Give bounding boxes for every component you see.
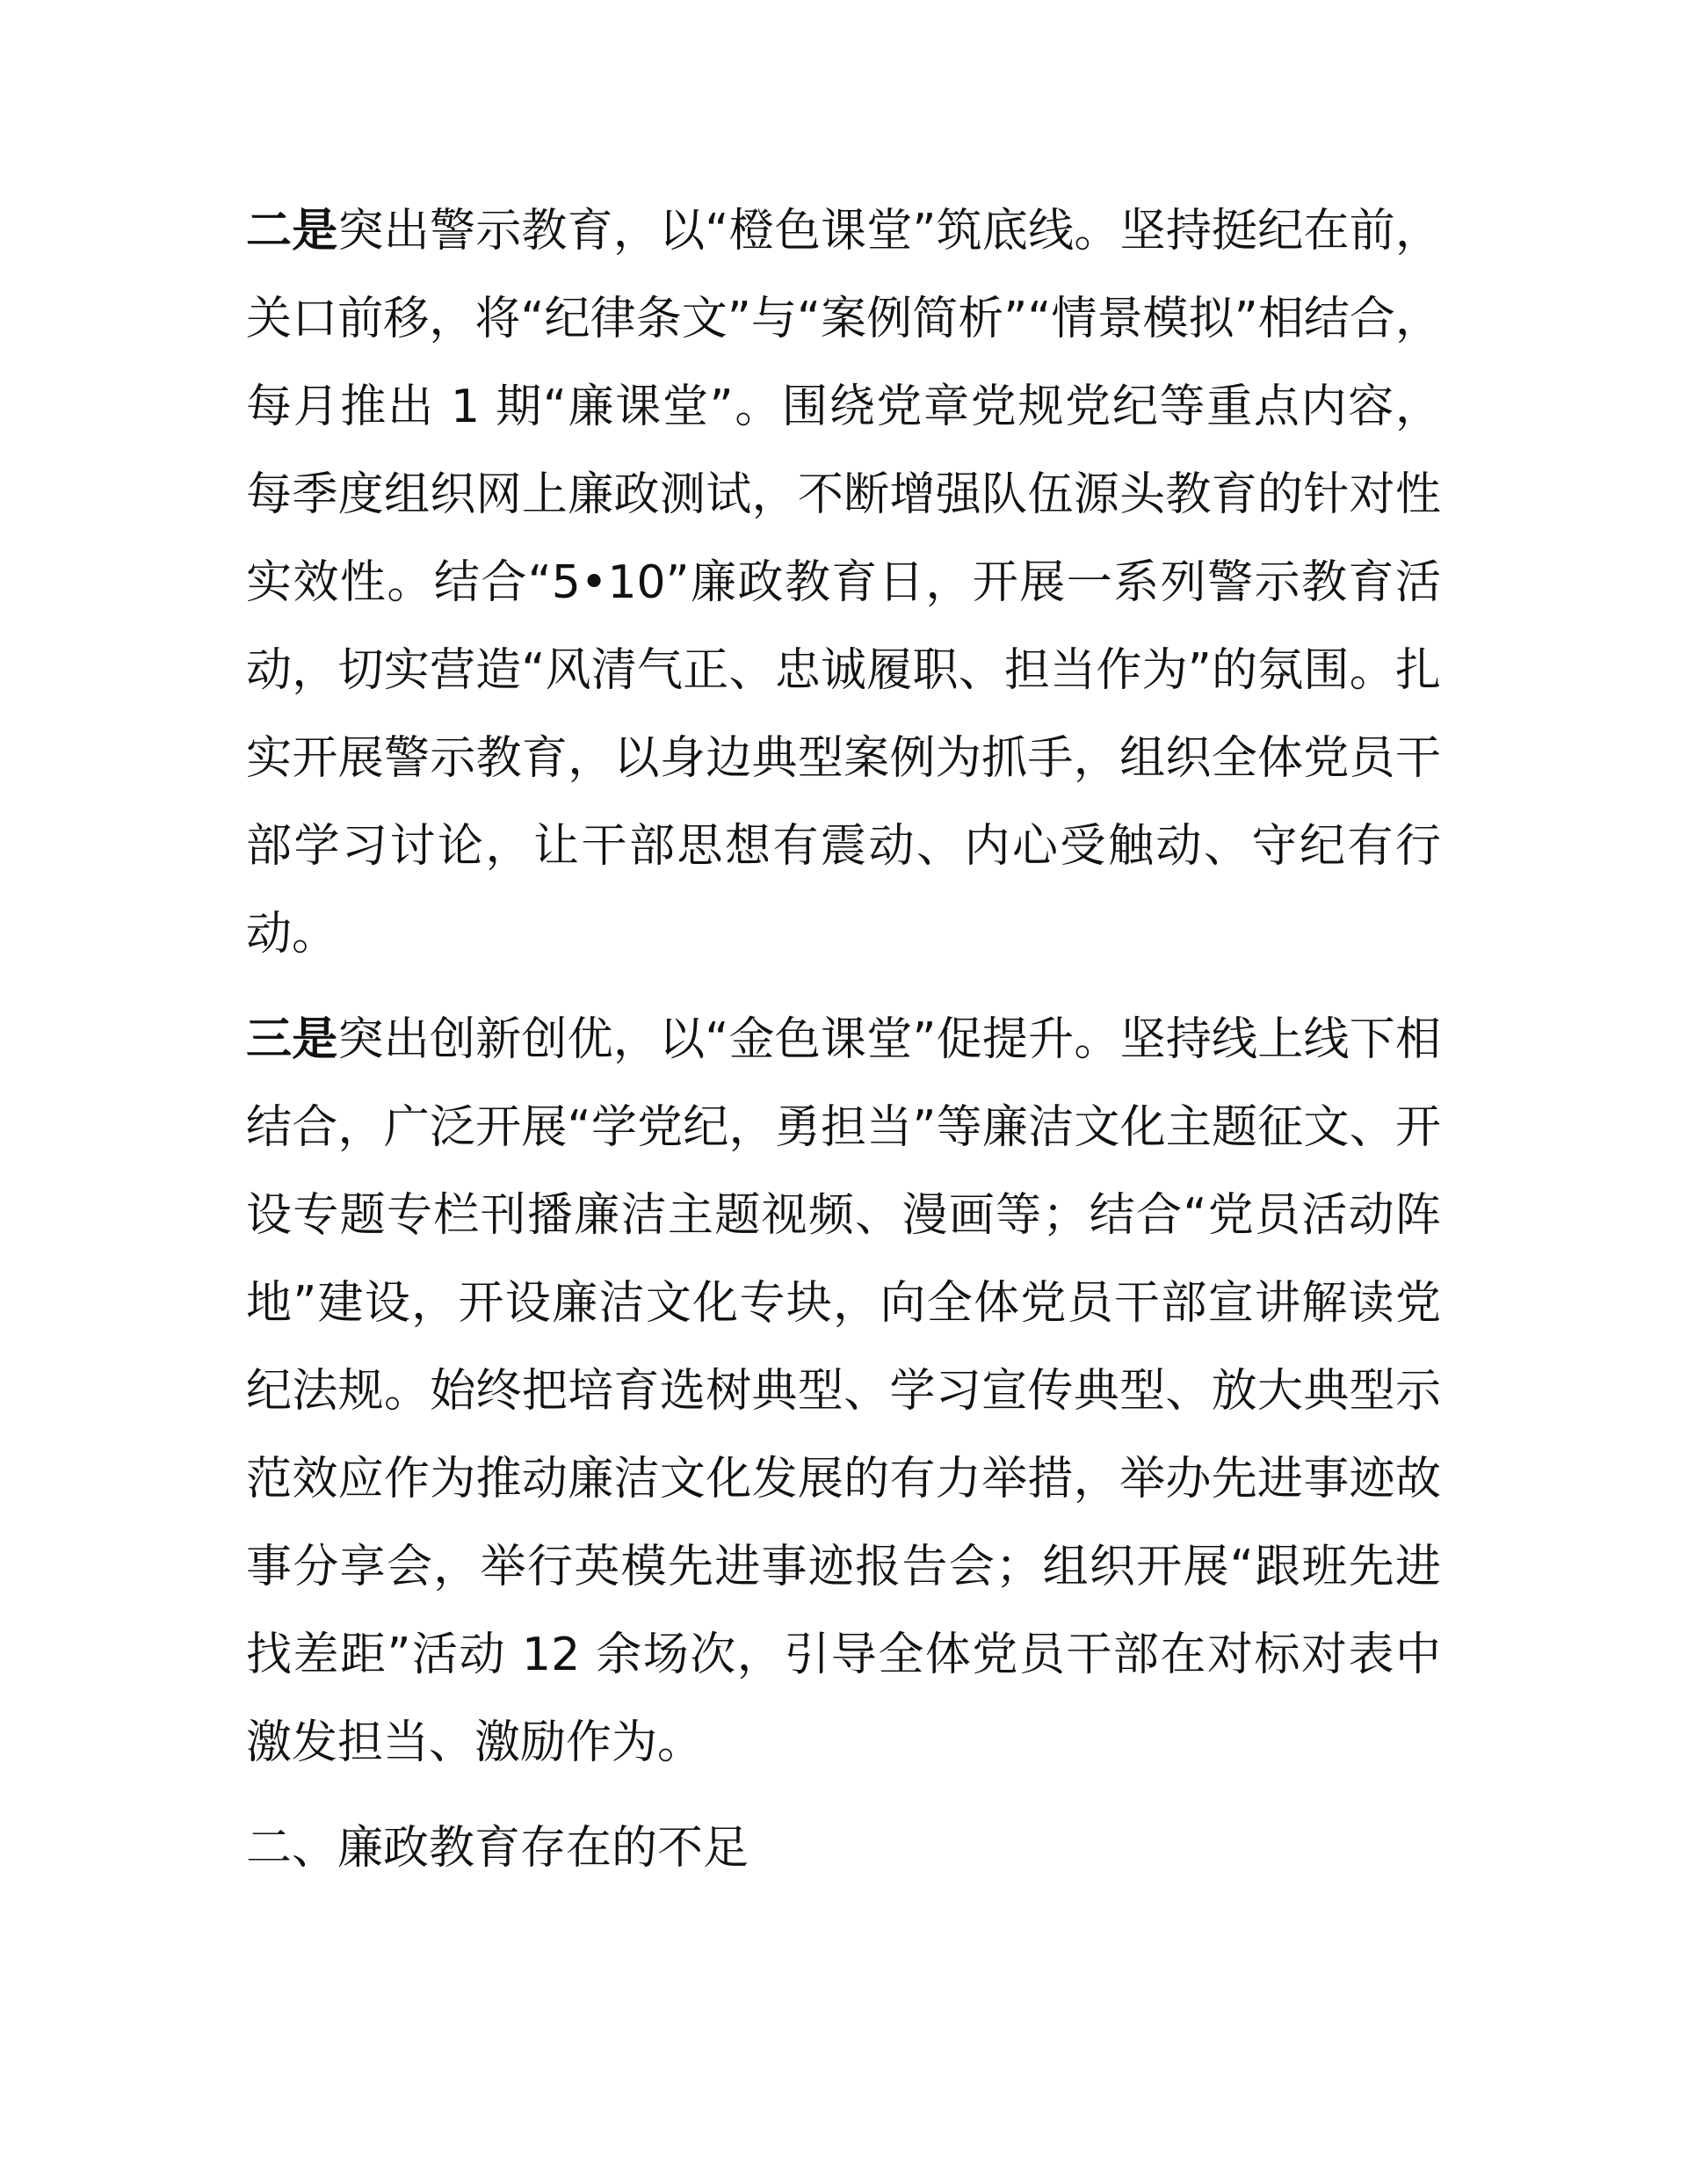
paragraph-lead-bold: 三是 <box>246 1013 338 1066</box>
document-page <box>246 187 1441 1892</box>
paragraph-orange-classroom <box>246 187 1441 978</box>
paragraph-body: 突出创新创优，以“金色课堂”促提升。坚持线上线下相结合，广泛开展“学党纪，勇担当”等廉洁文化主题征文、开设专题专栏刊播廉洁主题视频、漫画等；结合“党员活动阵地”建设，开设廉洁文化专块，向全体党员干部宣讲解读党纪法规。始终把培育选树典型、学习宣传典型、放大典型示范效应作为推动廉洁文化发展的有力举措，举办先进事迹故事分享会，举行英模先进事迹报告会；组织开展“跟班先进找差距”活动 12 余场次，引导全体党员干部在对标对表中激发担当、激励作为。 <box>246 1013 1441 1769</box>
paragraph-lead-bold: 二是 <box>246 205 338 258</box>
paragraph-body: 突出警示教育，以“橙色课堂”筑底线。坚持挺纪在前，关口前移，将“纪律条文”与“案例简析”“情景模拟”相结合，每月推出 1 期“廉课堂”。围绕党章党规党纪等重点内容，每季度组织网上廉政测试，不断增强队伍源头教育的针对性实效性。结合“5•10”廉政教育日，开展一系列警示教育活动，切实营造“风清气正、忠诚履职、担当作为”的氛围。扎实开展警示教育，以身边典型案例为抓手，组织全体党员干部学习讨论，让干部思想有震动、内心受触动、守纪有行动。 <box>246 205 1441 961</box>
paragraph-golden-classroom <box>246 996 1441 1787</box>
section-heading-shortcomings <box>246 1804 1441 1892</box>
section-heading-text: 二、廉政教育存在的不足 <box>246 1822 749 1875</box>
